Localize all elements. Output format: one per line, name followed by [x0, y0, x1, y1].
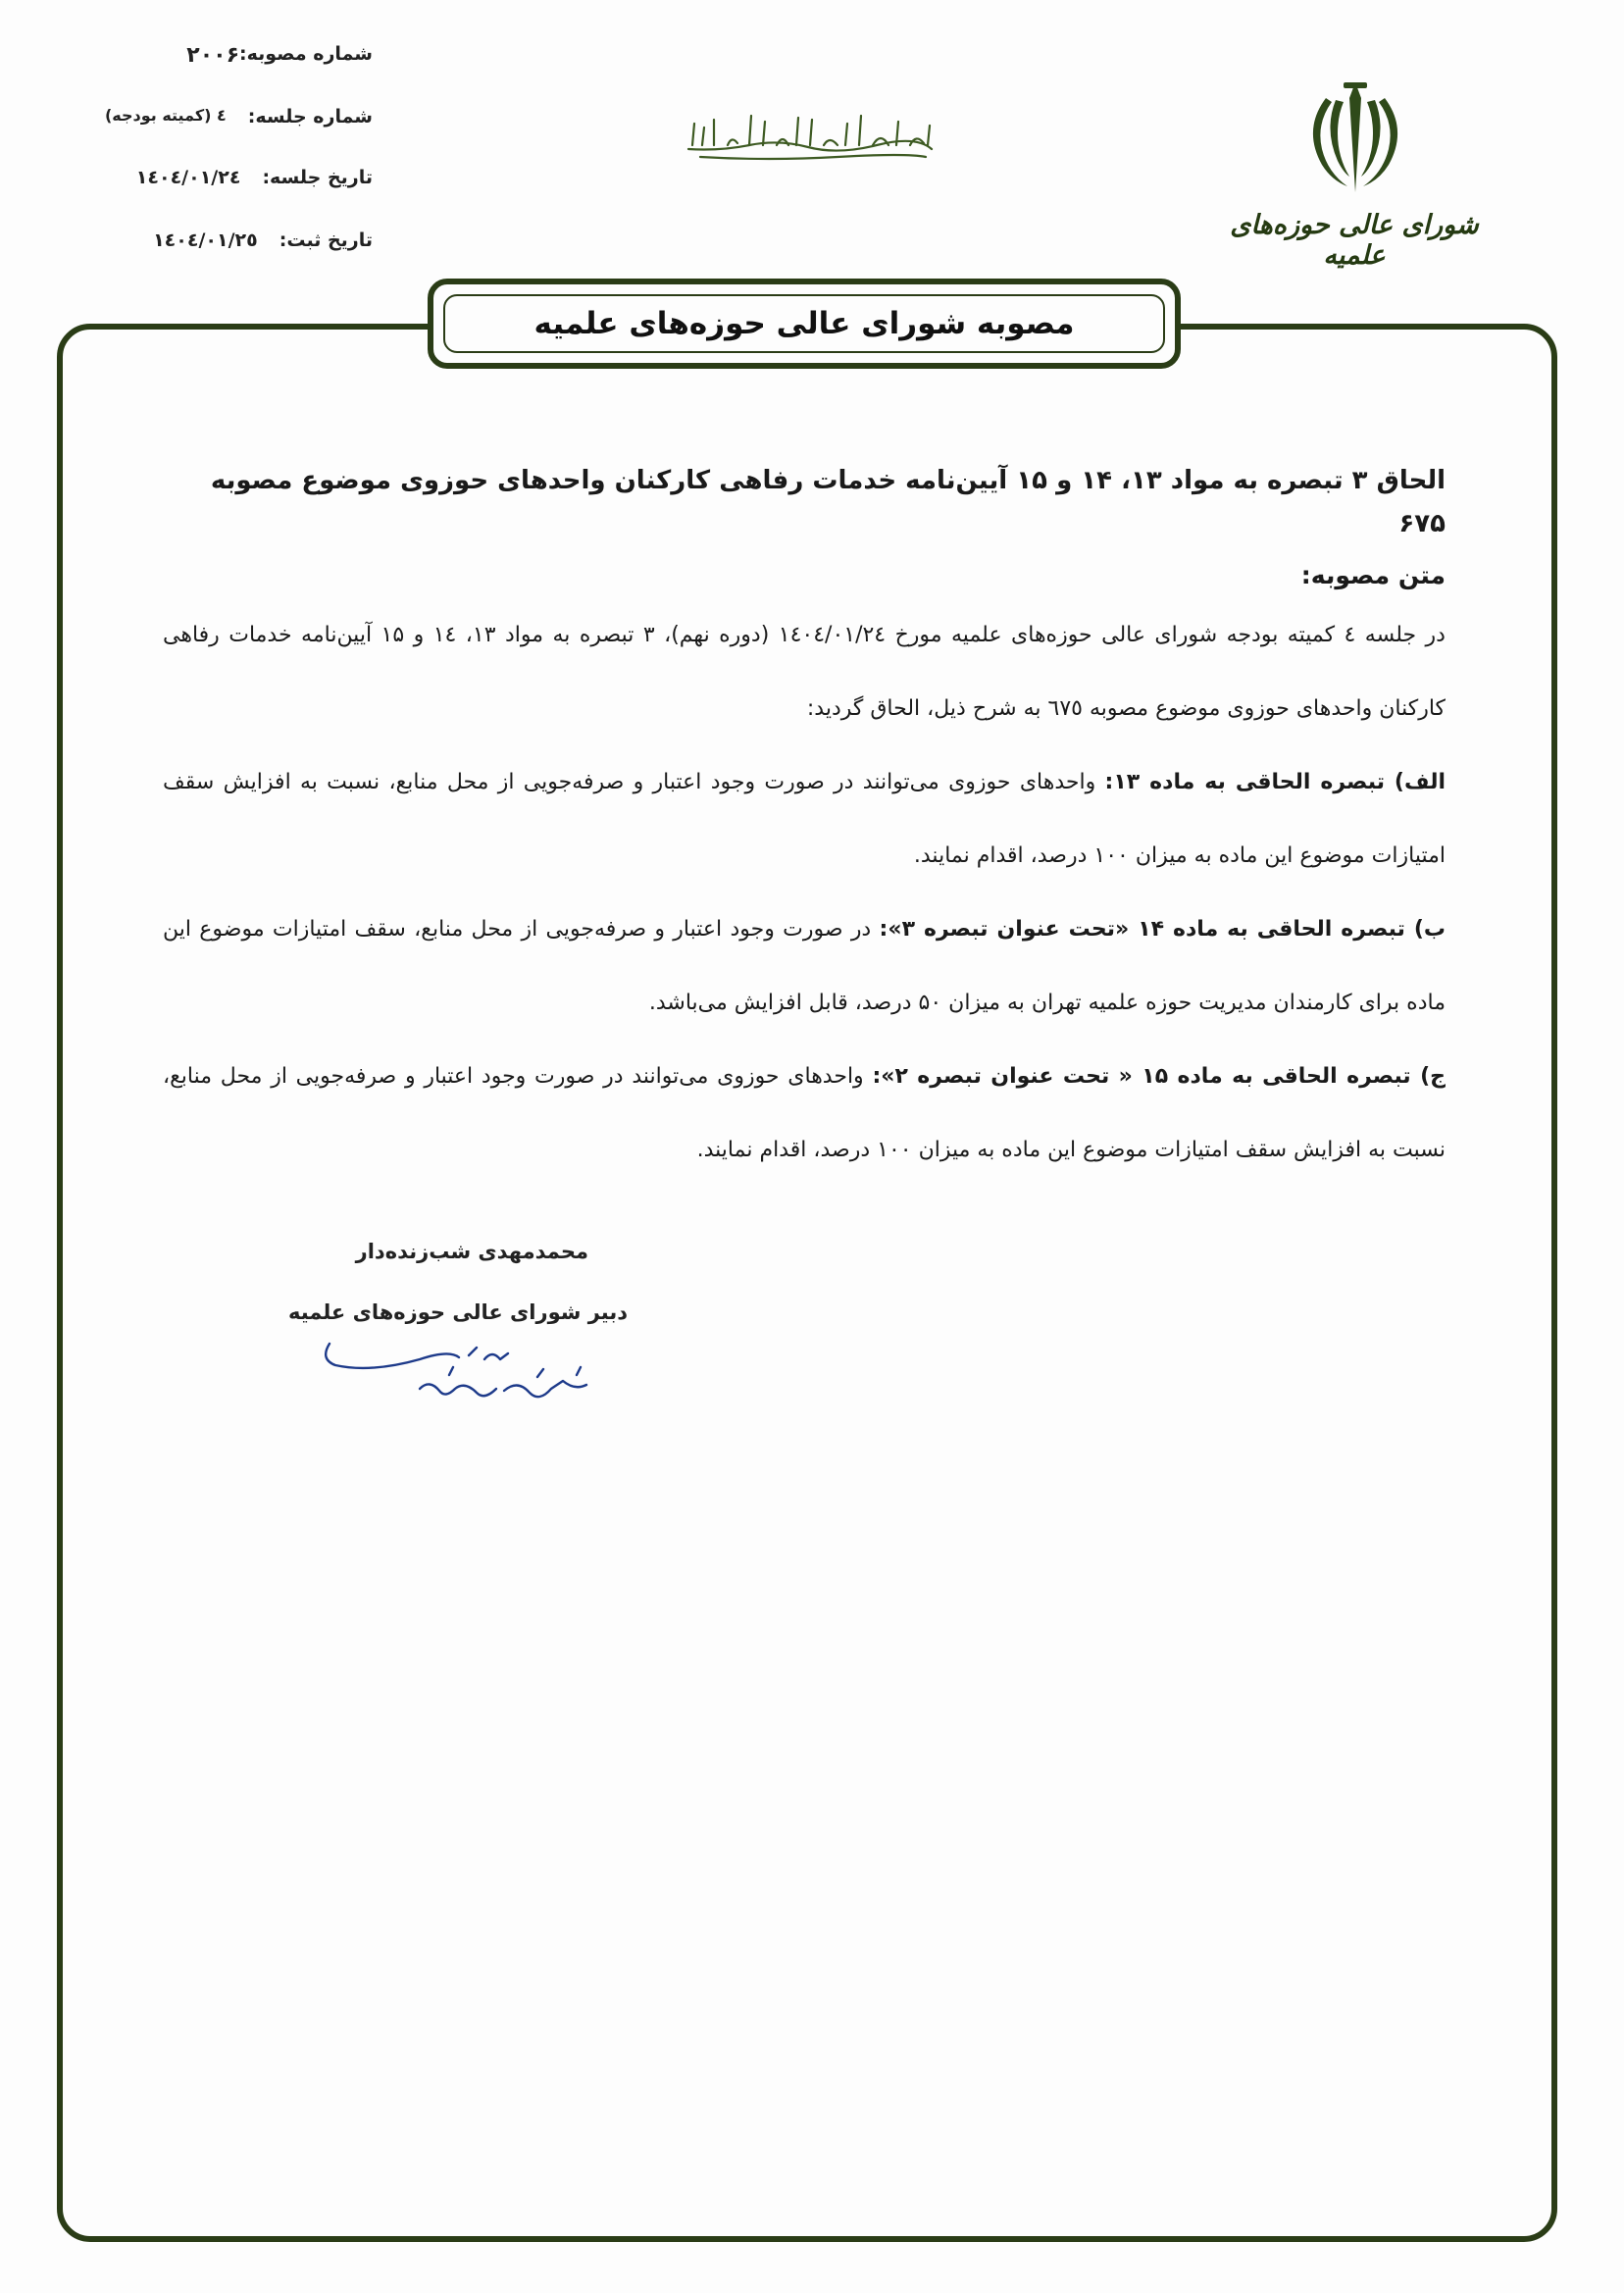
register-date-label: تاریخ ثبت:: [279, 229, 373, 251]
item-c-text: واحدهای حوزوی می‌توانند در صورت وجود اعتبار و صرفه‌جویی از محل منابع، نسبت به افزایش سقف امتیازات موضوع این ماده به میزان ۱۰۰ درصد، اقدام نمایند.: [163, 1064, 1446, 1162]
session-date-row: [118, 167, 373, 188]
approval-number-label: شماره مصوبه:: [239, 43, 373, 65]
item-c: [163, 1040, 1446, 1187]
signatory-name: محمدمهدی شب‌زنده‌دار: [355, 1240, 588, 1263]
item-b-text: در صورت وجود اعتبار و صرفه‌جویی از محل منابع، سقف امتیازات موضوع این ماده برای کارمندان مدیریت حوزه علمیه تهران به میزان ۵۰ درصد، قابل افزایش می‌باشد.: [163, 917, 1446, 1015]
council-name-logo-text: شورای عالی حوزه‌های علمیه: [1230, 210, 1479, 271]
item-a-title: الف) تبصره الحاقی به ماده ۱۳:: [1104, 770, 1446, 794]
document-title: مصوبه شورای عالی حوزه‌های علمیه: [533, 306, 1075, 341]
title-box: [428, 279, 1181, 369]
session-number: ٤ (کمیته بودجه): [104, 106, 227, 125]
item-c-title: ج) تبصره الحاقی به ماده ۱۵ « تحت عنوان تبصره ۲»:: [872, 1064, 1446, 1089]
signatory-title: دبیر شورای عالی حوزه‌های علمیه: [287, 1300, 628, 1324]
resolution-heading: الحاق ۳ تبصره به مواد ۱۳، ۱۴ و ۱۵ آیین‌نامه خدمات رفاهی کارکنان واحدهای حوزوی موضوع مصوبه ۶۷۵: [210, 466, 1446, 538]
approval-number: ۲۰۰۶: [186, 43, 240, 68]
document-body: [163, 459, 1446, 1187]
register-date-row: [118, 229, 373, 251]
session-number-row: [104, 106, 373, 127]
handwritten-signature: [312, 1320, 626, 1428]
session-date-label: تاریخ جلسه:: [262, 167, 373, 188]
title-box-inner: [443, 294, 1165, 353]
register-date: ١٤٠٤/٠١/٢٥: [153, 229, 258, 251]
session-date: ١٤٠٤/٠١/٢٤: [135, 167, 241, 188]
session-number-label: شماره جلسه:: [247, 106, 373, 127]
intro-paragraph: در جلسه ٤ کمیته بودجه شورای عالی حوزه‌های علمیه مورخ ١٤٠٤/٠١/٢٤ (دوره نهم)، ۳ تبصره به مواد ۱۳، ۱٤ و ۱۵ آیین‌نامه خدمات رفاهی کارکنان واحدهای حوزوی موضوع مصوبه ٦٧٥ به شرح ذیل، الحاق گردید:: [163, 623, 1446, 721]
item-b-title: ب) تبصره الحاقی به ماده ۱۴ «تحت عنوان تبصره ۳»:: [879, 917, 1446, 942]
basmala-calligraphy: [681, 106, 939, 163]
item-a: [163, 745, 1446, 892]
item-a-text: واحدهای حوزوی می‌توانند در صورت وجود اعتبار و صرفه‌جویی از محل منابع، نسبت به افزایش سقف امتیازات موضوع این ماده به میزان ۱۰۰ درصد، اقدام نمایند.: [163, 770, 1446, 868]
item-b: [163, 892, 1446, 1040]
iran-emblem-icon: [1293, 78, 1418, 196]
resolution-text-label: متن مصوبه:: [1300, 561, 1446, 589]
approval-number-row: [118, 43, 373, 68]
